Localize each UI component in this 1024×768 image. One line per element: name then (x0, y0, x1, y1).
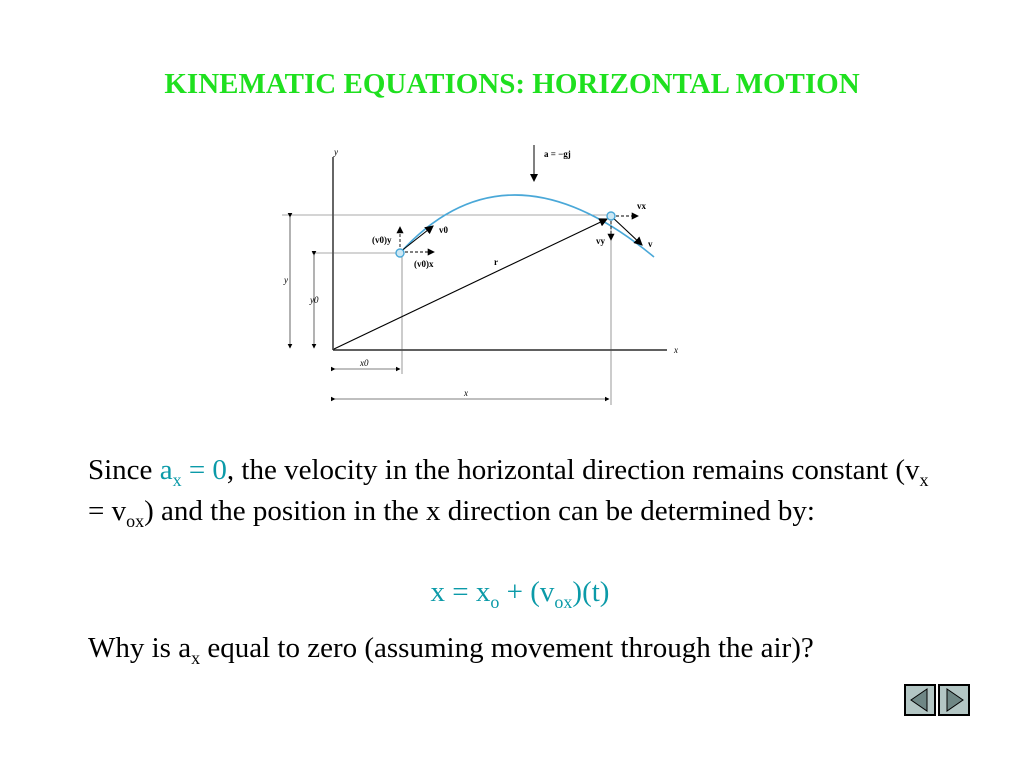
initial-velocity-arrow (400, 226, 433, 252)
v0y-label: (v0)y (372, 235, 392, 245)
slide-navigation (904, 684, 972, 716)
v-label: v (648, 239, 653, 249)
triangle-right-icon (940, 686, 968, 714)
x-dimension-label: x (464, 388, 468, 398)
r-label: r (494, 257, 498, 267)
v0-label: v0 (439, 225, 448, 235)
v0x-label: (v0)x (414, 259, 434, 269)
ax-zero-expression: $a_x = 0$ (159, 454, 227, 490)
y-axis-label: y (334, 147, 338, 157)
y-dimension-label: y (284, 275, 288, 285)
particle (607, 212, 615, 220)
projectile-diagram (282, 137, 760, 420)
position-equation: $x = x_o + (v_{ox})(t)$ (430, 576, 610, 612)
initial-particle (396, 249, 404, 257)
vx-label: vx (637, 201, 646, 211)
question-text: Why is $a_x$ equal to zero (assuming movement through the air)? (88, 632, 814, 668)
y0-dimension-label: y0 (310, 295, 319, 305)
previous-slide-button[interactable] (904, 684, 936, 716)
explanation-paragraph: Since $a_x = 0$, the velocity in the horizontal direction remains constant $(v_x = v_{ox})$ and the position in the x direction can be determined by: (88, 454, 929, 531)
next-slide-button[interactable] (938, 684, 970, 716)
x-axis-label: x (674, 345, 678, 355)
vy-label: vy (596, 236, 605, 246)
x0-dimension-label: x0 (360, 358, 369, 368)
triangle-left-icon (906, 686, 934, 714)
acceleration-label: a = −gj (544, 149, 571, 159)
slide-title: KINEMATIC EQUATIONS: HORIZONTAL MOTION (164, 68, 860, 100)
velocity-arrow (611, 216, 642, 245)
